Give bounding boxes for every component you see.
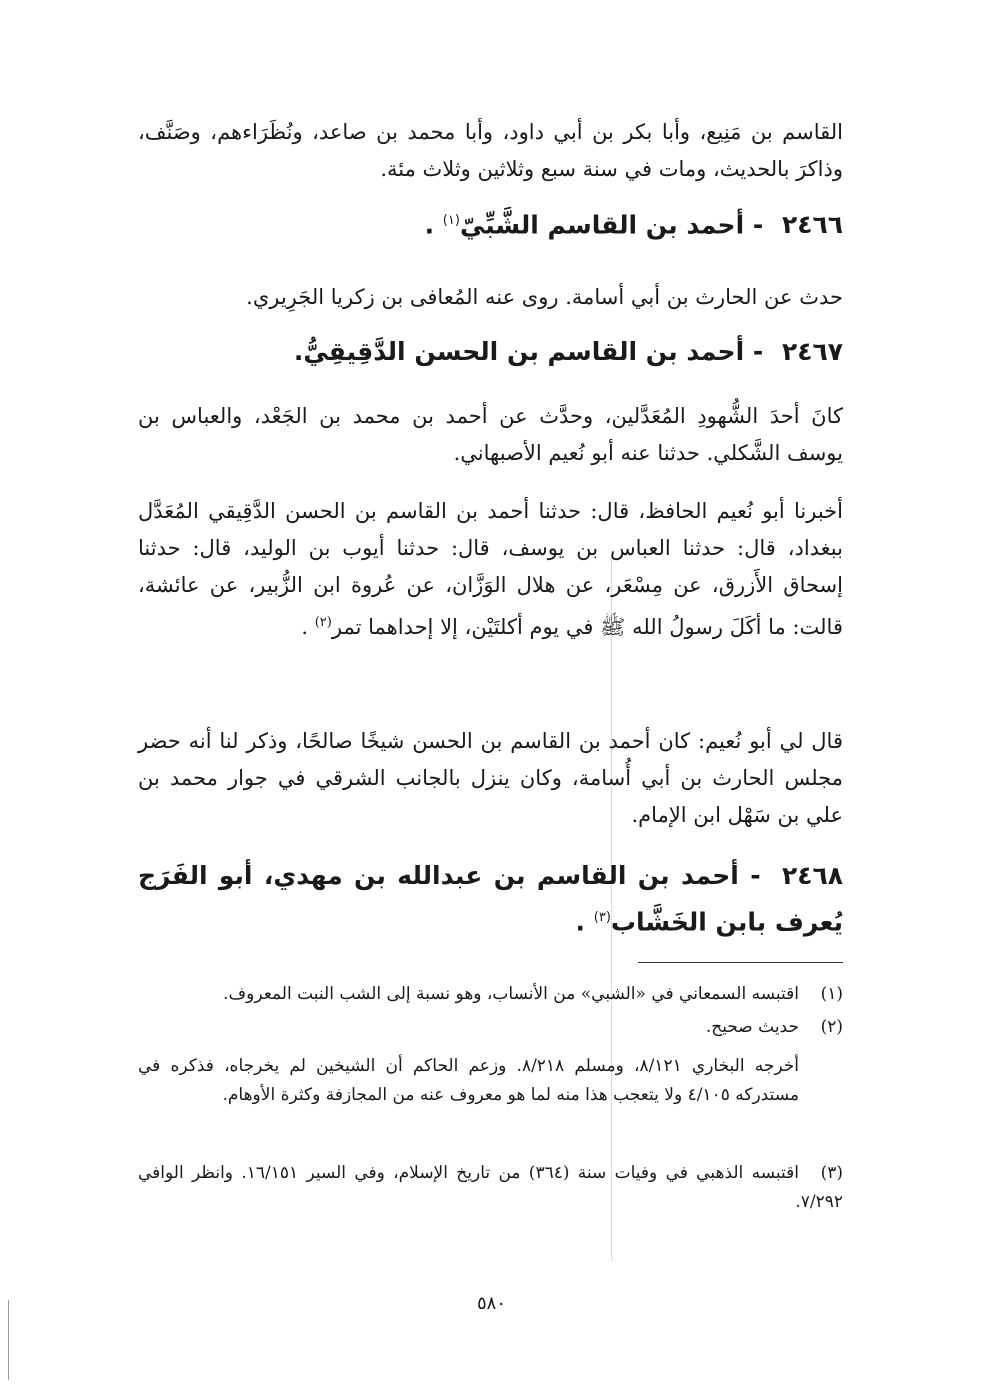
- entry-2467-body-3: [138, 723, 843, 834]
- footnote-text: اقتبسه الذهبي في وفيات سنة (٣٦٤) من تاريخ الإسلام، وفي السير ١٦/١٥١. وانظر الوافي ٧/٢٩٢.: [138, 1163, 843, 1212]
- footnote-text: اقتبسه السمعاني في «الشبي» من الأنساب، وهو نسبة إلى الشب النبت المعروف.: [223, 984, 799, 1004]
- entry-title: - أحمد بن القاسم بن عبدالله بن مهدي، أبو الفَرَج يُعرف بابن الخَشَّاب: [138, 861, 843, 937]
- entry-number: ٢٤٦٨: [781, 861, 843, 890]
- footnote-3: [138, 1159, 843, 1217]
- intro-text: القاسم بن مَنِيع، وأبا بكر بن أبي داود، وأبا محمد بن صاعد، ونُظَرَاءهم، وصَنَّف، وذاكرَ بالحديث، ومات في سنة سبع وثلاثين وثلاث مئة.: [138, 120, 843, 181]
- entry-2466-body: [138, 279, 843, 316]
- entry-body-end: .: [301, 615, 309, 639]
- footnote-number: (١): [820, 984, 843, 1004]
- entry-2466-heading: [138, 200, 843, 246]
- entry-number: ٢٤٦٦: [781, 210, 843, 240]
- footnote-number: (٢): [820, 1017, 843, 1037]
- entry-title: - أحمد بن القاسم بن الحسن الدَّقِيقِيُّ.: [293, 337, 764, 366]
- intro-paragraph: [138, 114, 843, 188]
- entry-body: حدث عن الحارث بن أبي أسامة. روى عنه المُعافى بن زكريا الجَرِيري.: [246, 285, 843, 309]
- footnote-separator: [638, 962, 843, 963]
- entry-2467-body-2: [138, 493, 843, 646]
- entry-number: ٢٤٦٧: [781, 337, 843, 366]
- footnote-2-continuation: [138, 1052, 843, 1110]
- entry-title-end: .: [575, 907, 586, 937]
- footnote-text: أخرجه البخاري ٨/١٢١، ومسلم ٨/٢١٨. وزعم الحاكم أن الشيخين لم يخرجاه، فذكره في مستدركه ٤/١٠٥ ولا يتعجب هذا منه لما هو معروف عنه من المجازفة وكثرة الأوهام.: [138, 1056, 799, 1105]
- entry-title-end: .: [424, 210, 435, 240]
- entry-body: كانَ أحدَ الشُّهودِ المُعَدَّلين، وحدَّث عن أحمد بن محمد بن الجَعْد، والعباس بن يوسف الشَّكلي. حدثنا عنه أبو نُعيم الأصبهاني.: [138, 404, 843, 465]
- entry-body: أخبرنا أبو نُعيم الحافظ، قال: حدثنا أحمد بن القاسم بن الحسن الدَّقِيقي المُعَدَّل ببغداد، قال: حدثنا العباس بن يوسف، قال: حدثنا أيوب بن الوليد، قال: حدثنا إسحاق الأَزرق، عن مِسْعَر، عن هلال الوَزَّان، عن عُروة ابن الزُّبير، عن عائشة، قالت: ما أكَلَ رسولُ الله ﷺ في يوم أكلتَيْن، إلا إحداهما تمر: [138, 499, 843, 639]
- page-number: ٥٨٠: [476, 1293, 506, 1314]
- entry-title: - أحمد بن القاسم الشَّبِّيّ: [459, 210, 764, 240]
- footnote-text: حديث صحيح.: [705, 1017, 799, 1037]
- footnote-1: [138, 980, 843, 1009]
- entry-body: قال لي أبو نُعيم: كان أحمد بن القاسم بن الحسن شيخًا صالحًا، وذكر لنا أنه حضر مجلس الحارث بن أبي أُسامة، وكان ينزل بالجانب الشرقي في جوار محمد بن علي بن سَهْل ابن الإمام.: [138, 729, 843, 827]
- entry-2468-heading: [138, 855, 843, 943]
- footnote-ref: (٣): [593, 910, 611, 925]
- footnote-ref: (١): [442, 213, 460, 228]
- footnote-ref: (٢): [314, 615, 332, 630]
- footnote-number: (٣): [820, 1163, 843, 1183]
- entry-2467-body-1: [138, 398, 843, 472]
- entry-2467-heading: [138, 331, 843, 373]
- footnote-2: [138, 1013, 843, 1042]
